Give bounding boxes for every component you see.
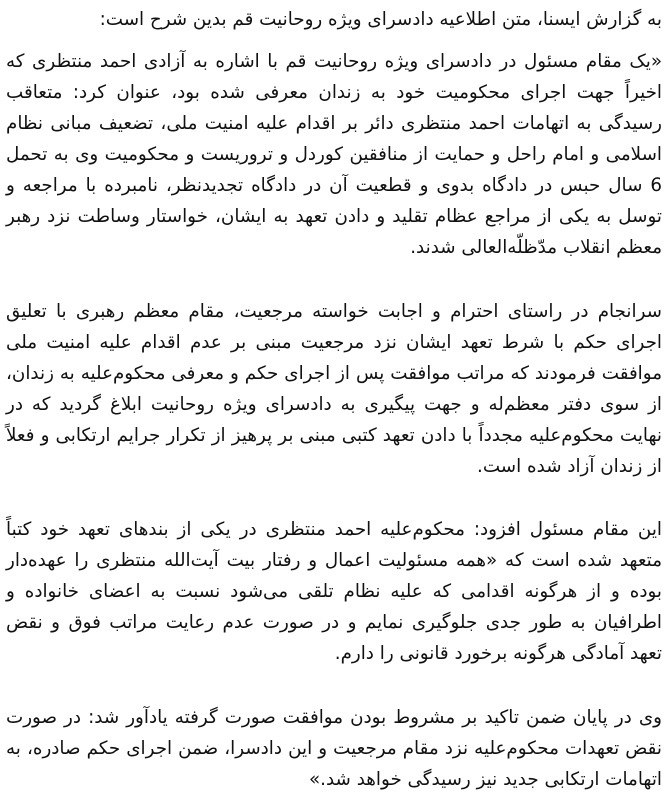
article-intro: به گزارش ایسنا، متن اطلاعیه دادسرای ویژه روحانیت قم بدین شرح است: <box>99 9 662 30</box>
news-article <box>6 0 666 800</box>
article-paragraph-3: این مقام مسئول افزود: محکوم‌علیه احمد منتظری در یکی از بندهای تعهد خود کتباً متعهد شده است که «همه مسئولیت اعمال و رفتار بیت آیت‌الله منتظری را عهده‌دار بوده و از هرگونه اقدامی که علیه نظام تلقی می‌شود نسبت به اعضای خانواده و اطرافیان به طور جدی جلوگیری نمایم و در صورت عدم رعایت مراتب فوق و نقض تعهد آمادگی هرگونه برخورد قانونی را دارم. <box>6 519 662 664</box>
article-paragraph-4: وی در پایان ضمن تاکید بر مشروط بودن موافقت صورت گرفته یادآور شد: در صورت نقض تعهدات محکوم‌علیه نزد مقام مرجعیت و این دادسرا، ضمن اجرای حکم صادره، به اتهامات ارتکابی جدید نیز رسیدگی خواهد شد.» <box>6 707 662 790</box>
article-paragraph-1: «یک مقام مسئول در دادسرای ویژه روحانیت قم با اشاره به آزادی احمد منتظری که اخیراً جهت اجرای محکومیت خود به زندان معرفی شده بود، عنوان کرد: متعاقب رسیدگی به اتهامات احمد منتظری دائر بر اقدام علیه امنیت ملی، تضعیف مبانی نظام اسلامی و امام راحل و حمایت از منافقین کوردل و تروریست و محکومیت وی به تحمل 6 سال حبس در دادگاه بدوی و قطعیت آن در دادگاه تجدیدنظر، نامبرده با مراجعه و توسل به یکی از مراجع عظام تقلید و دادن تعهد به ایشان، خواستار وساطت نزد رهبر معظم انقلاب مدّظلّه‌العالی شدند. <box>6 51 662 258</box>
article-paragraph-2: سرانجام در راستای احترام و اجابت خواسته مرجعیت، مقام معظم رهبری با تعلیق اجرای حکم با شرط تعهد ایشان نزد مرجعیت مبنی بر عدم اقدام علیه امنیت ملی موافقت فرمودند که مراتب موافقت پس از اجرای حکم و معرفی محکوم‌علیه به زندان، از سوی دفتر معظم‌له و جهت پیگیری به دادسرای ویژه روحانیت ابلاغ گردید که در نهایت محکوم‌علیه مجدداً با دادن تعهد کتبی مبنی بر پرهیز از تکرار جرایم ارتکابی و فعلاً از زندان آزاد شده است. <box>6 301 662 477</box>
